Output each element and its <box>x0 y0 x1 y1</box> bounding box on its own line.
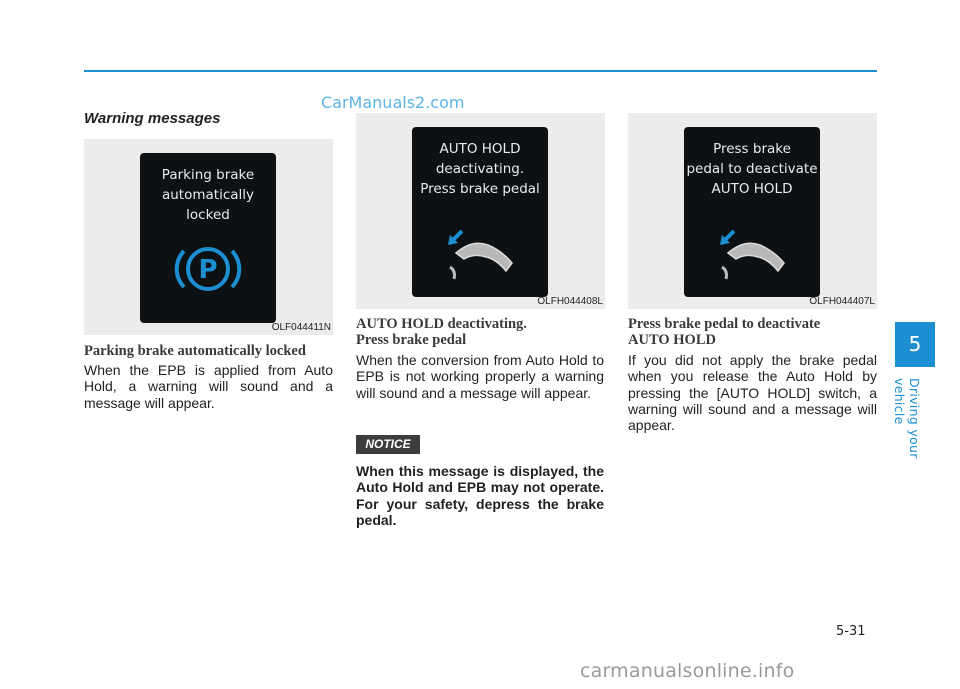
cluster-display <box>684 127 820 297</box>
watermark-bottom: carmanualsonline.info <box>580 660 795 682</box>
svg-text:P: P <box>198 255 218 285</box>
notice-text: When this message is displayed, the Auto Hold and EPB may not operate. For your safety, depress the brake pedal. <box>356 463 604 528</box>
figure-auto-hold-deactivating <box>356 113 605 309</box>
cluster-display <box>412 127 548 297</box>
col1-body: When the EPB is applied from Auto Hold, a warning will sound and a message will appear. <box>84 362 333 411</box>
brake-pedal-icon <box>442 217 522 281</box>
display-line: Parking brake <box>161 167 255 183</box>
heading-line: Press brake pedal to deactivate <box>628 316 821 332</box>
col3-heading <box>628 316 878 348</box>
col2-body: When the conversion from Auto Hold to EPB is not working properly a warning will sound and a message will appear. <box>356 352 604 401</box>
display-line: Press brake <box>713 141 791 157</box>
display-line: AUTO HOLD <box>711 181 793 197</box>
section-heading: Warning messages <box>84 110 221 127</box>
display-line: Press brake pedal <box>420 181 540 197</box>
figure-code: OLF044411N <box>271 322 331 333</box>
parking-brake-p-icon <box>173 241 243 297</box>
chapter-number: 5 <box>908 332 922 356</box>
figure-code: OLFH044408L <box>537 296 603 307</box>
display-line: deactivating. <box>435 161 525 177</box>
display-line: pedal to deactivate <box>686 161 818 177</box>
figure-press-brake-to-deactivate <box>628 113 877 309</box>
brake-pedal-icon <box>714 217 794 281</box>
figure-code: OLFH044407L <box>809 296 875 307</box>
display-line: AUTO HOLD <box>439 141 521 157</box>
cluster-display <box>140 153 276 323</box>
display-line: automatically <box>161 187 255 203</box>
col2-heading <box>356 316 606 348</box>
col3-body: If you did not apply the brake pedal when you release the Auto Hold by pressing the [AUTO HOLD] switch, a warning will sound and a message will appear. <box>628 352 877 434</box>
display-line: locked <box>186 207 230 223</box>
heading-line: Press brake pedal <box>356 332 467 348</box>
watermark-top: CarManuals2.com <box>321 93 465 112</box>
page-number: 5-31 <box>836 624 866 639</box>
heading-line: AUTO HOLD deactivating. <box>356 316 527 332</box>
notice-badge: NOTICE <box>356 435 420 454</box>
chapter-tab <box>895 322 935 367</box>
heading-line: AUTO HOLD <box>628 332 716 348</box>
header-rule <box>84 70 877 72</box>
chapter-title: Driving your vehicle <box>892 378 922 459</box>
figure-parking-brake <box>84 139 333 335</box>
col1-heading: Parking brake automatically locked <box>84 343 306 359</box>
